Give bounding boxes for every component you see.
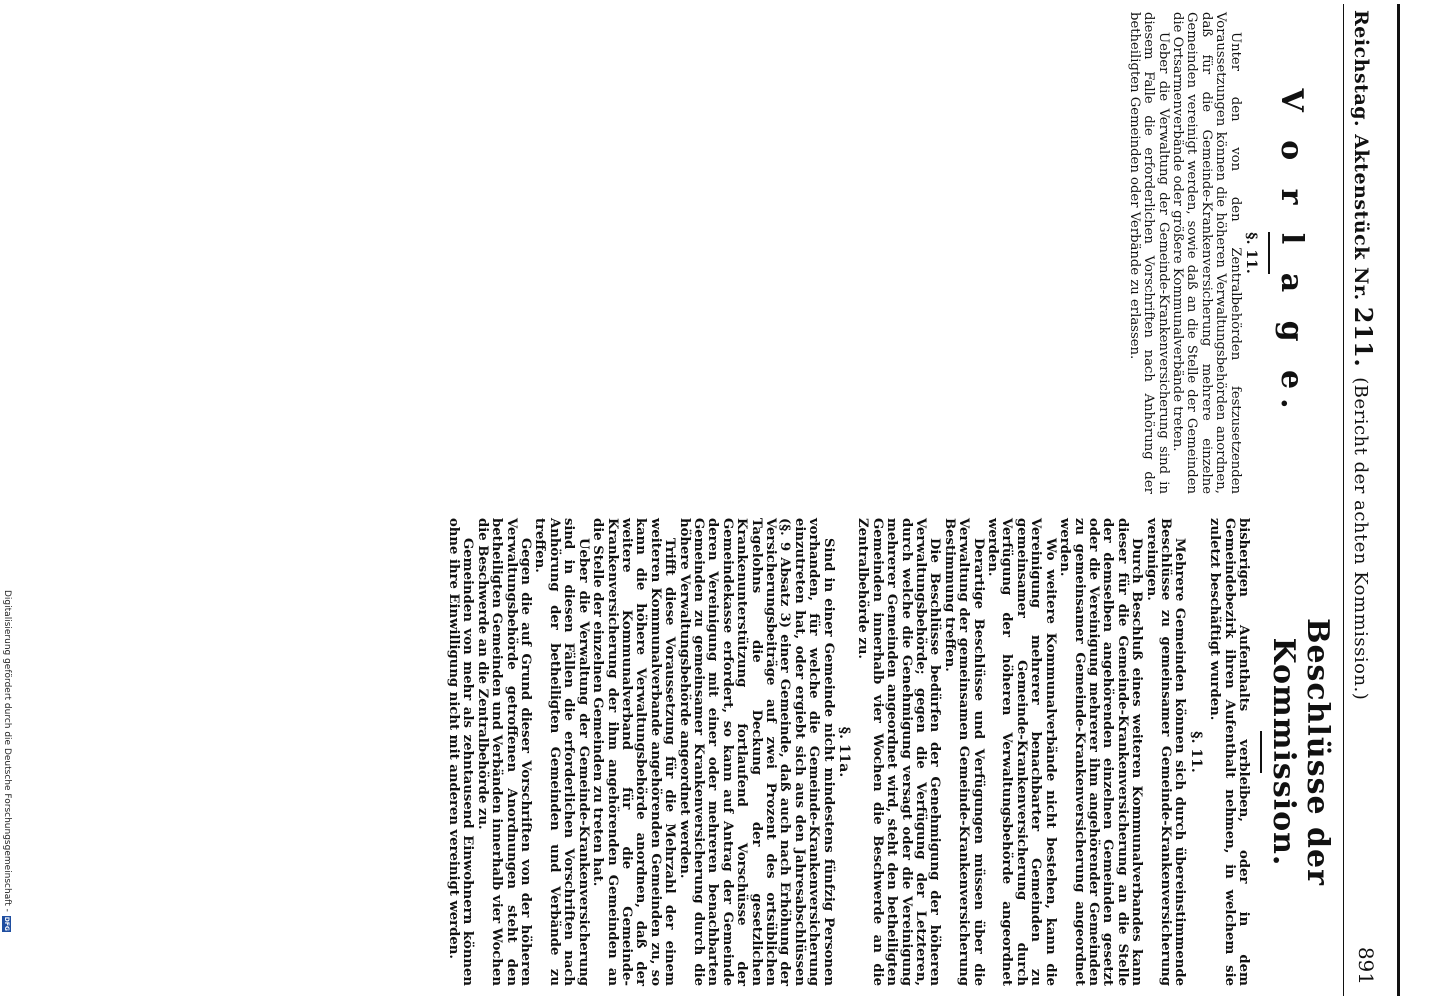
- page-number: 891: [1354, 946, 1378, 985]
- digitization-credit: [2, 590, 12, 1000]
- continued-paragraph: bisherigen Aufenthalts verbleiben, oder in dem Gemeindebezirk ihren Aufenthalt nehmen, in welchem sie zuletzt beschäftigt wurden.: [1207, 518, 1251, 986]
- header-rule: [1343, 4, 1344, 996]
- paragraph: Gegen die auf Grund dieser Vorschriften von der höheren Verwaltungsbehörde getroffenen Anordnungen steht den betheiligten Gemeinden und Verbänden innerhalb vier Wochen die Beschwerde an die Zentralbehörde zu.: [474, 518, 534, 986]
- paragraph: Wo weitere Kommunalverbände nicht bestehen, kann die Vereinigung mehrerer benachbarter Gemeinden zu gemeinsamer Gemeinde-Krankenversicherung durch Verfügung der höheren Verwaltungsbehörde angeordnet werden.: [985, 518, 1058, 986]
- section-heading: §. 11.: [1187, 731, 1204, 773]
- paragraph: Unter den von den Zentralbehörden festzusetzenden Voraussetzungen können die höheren Verwaltungsbehörden anordnen, daß für die Gemeinde-Krankenversicherung mehrere einzelne Gemeinden vereinigt werden, sowie daß an die Stelle der Gemeinden die Ortsarmenverbände oder größere Kommunalverbände treten.: [1169, 12, 1243, 494]
- title-rule: [1268, 232, 1270, 274]
- credit-text: Digitalisierung gefördert durch die Deutsche Forschungsgemeinschaft -: [2, 590, 12, 912]
- document-number: 211.: [1349, 306, 1378, 368]
- paragraph: Gemeinden von mehr als zehntausend Einwohnern können ohne ihre Einwilligung nicht mit anderen vereinigt werden.: [446, 518, 476, 986]
- section-heading: §. 11.: [1243, 232, 1259, 274]
- top-border-rule: [1397, 4, 1400, 996]
- paragraph: Ueber die Verwaltung der Gemeinde-Krankenversicherung sind in diesem Falle die erforderlichen Vorschriften nach Anhörung der betheiligten Gemeinden oder Verbände zu erlassen.: [1126, 12, 1171, 494]
- paragraph: Derartige Beschlüsse und Verfügungen müssen über die Verwaltung der gemeinsamen Gemeinde-Krankenversicherung Bestimmung treffen.: [941, 518, 986, 986]
- header-subtitle: (Bericht der achten Kommission.): [1350, 377, 1371, 701]
- header-left-label: Reichstag. Aktenstück Nr.: [1350, 10, 1372, 301]
- title-rule: [1260, 731, 1262, 773]
- paragraph: Ueber die Verwaltung der Gemeinde-Krankenversicherung sind in diesen Fällen die erforderlichen Vorschriften nach Anhörung der betheiligten Gemeinden und Verbände zu treffen.: [532, 518, 591, 986]
- paragraph: Die Beschlüsse bedürfen der Genehmigung der höheren Verwaltungsbehörde; gegen die Verfügung der Letzteren, durch welche die Genehmigung versagt oder die Vereinigung mehrerer Gemeinden angeordnet wird, steht den betheiligten Gemeinden innerhalb vier Wochen die Beschwerde an die Zentralbehörde zu.: [855, 518, 943, 986]
- header-title: [1349, 10, 1378, 700]
- right-column: [446, 518, 1336, 986]
- dfg-logo-icon: DFG: [3, 916, 11, 931]
- paragraph: Durch Beschluß eines weiteren Kommunalverbandes kann dieser für die Gemeinde-Krankenversicherung an die Stelle der demselben angehörenden einzelnen Gemeinden gesetzt oder die Vereinigung mehrerer ihm angehörender Gemeinden zu gemeinsamer Gemeinde-Krankenversicherung angeordnet werden.: [1057, 518, 1145, 986]
- left-column: [1126, 12, 1336, 494]
- paragraph: Sind in einer Gemeinde nicht mindestens fünfzig Personen vorhanden, für welche die Gemeinde-Krankenversicherung einzutreten hat, oder ergiebt sich aus den Jahresabschlüssen (§. 9 Absatz 3) einer Gemeinde, daß auch nach Erhöhung der Versicherungsbeiträge auf zwei Prozent des ortsüblichen Tagelohns die Deckung der gesetzlichen Krankenunterstützung fortlaufend Vorschüsse der Gemeindekasse erfordert, so kann auf Antrag der Gemeinde deren Vereinigung mit einer oder mehreren benachbarten Gemeinden zu gemeinsamer Krankenversicherung durch die höhere Verwaltungsbehörde angeordnet werden.: [676, 518, 836, 986]
- page-header: [1344, 10, 1390, 985]
- paragraph: Mehrere Gemeinden können sich durch übereinstimmende Beschlüsse zu gemeinsamer Gemeinde-Krankenversicherung vereinigen.: [1143, 518, 1188, 986]
- paragraph: Trifft diese Voraussetzung für die Mehrzahl der einem weiteren Kommunalverbande angehörenden Gemeinden zu, so kann die höhere Verwaltungsbehörde anordnen, daß der weitere Kommunalverband für die Gemeinde-Krankenversicherung der ihm angehörenden Gemeinden an die Stelle der einzelnen Gemeinden zu treten hat.: [590, 518, 678, 986]
- section-heading: §. 11a.: [836, 726, 853, 778]
- right-column-title: Beschlüsse der Kommission.: [1266, 618, 1335, 886]
- left-column-title: V o r l a g e.: [1274, 88, 1309, 418]
